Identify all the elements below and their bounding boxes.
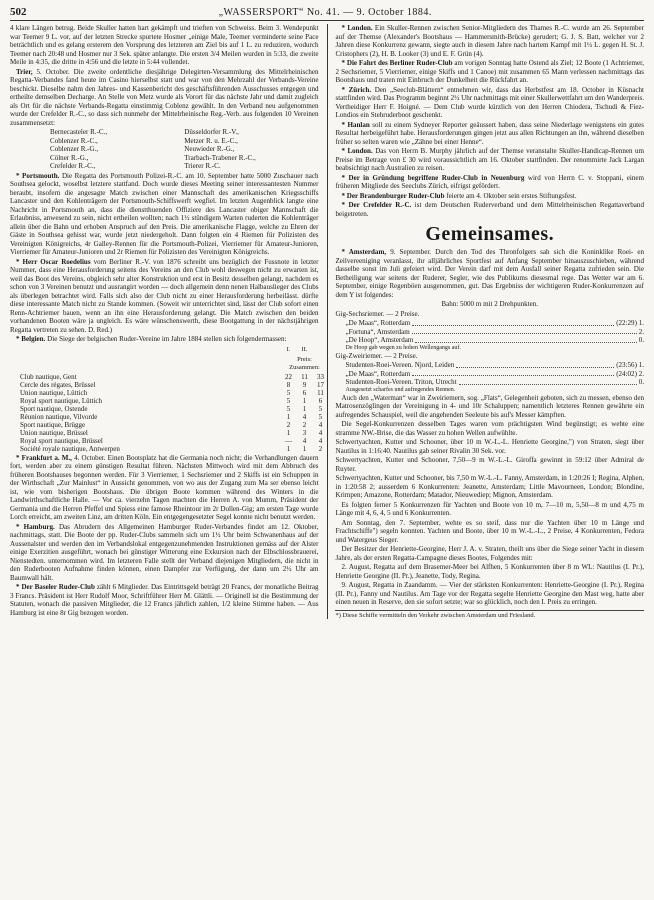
- table-cell: 1: [302, 444, 307, 453]
- club-list-item: Bernecasteler R.-C.,: [50, 128, 108, 136]
- article-body: Das von Herrn B. Murphy jährlich auf der Themse veranstalte Skuller-Handicap-Rennen um Preise im Betrage von £ 30 wird voraussichtlich am 16. Oktober stattfinden. Der renommirte Jack Largan beabsichtigt nach Australien zu reisen.: [335, 147, 644, 172]
- table-cell: 8: [286, 380, 291, 389]
- place-heading: Trier,: [16, 67, 33, 76]
- club-list-item: Düsseldorfer R.-V.,: [184, 128, 239, 136]
- place-heading: * London.: [341, 147, 373, 155]
- table-cell: 4: [318, 428, 323, 437]
- table-cell: 33: [317, 372, 324, 381]
- article-trier: [10, 68, 319, 128]
- table-cell: 1: [302, 396, 307, 405]
- place-heading: * Amsterdam,: [341, 248, 387, 256]
- place-heading: * Frankfurt a. M.,: [16, 453, 72, 462]
- columns: [10, 24, 644, 619]
- article-basel: [10, 583, 319, 617]
- article-crefelder: [335, 201, 644, 218]
- article-portsmouth: [10, 172, 319, 257]
- table-row: [20, 405, 329, 413]
- table-cell: 1: [286, 428, 291, 437]
- table-cell-club: Union nautique, Brüssel: [20, 428, 88, 437]
- article-text: Die Segel-Konkurrenzen desselben Tages waren vom prächtigsten Wind begünstigt; es wehte eine stramme NW.-Brise, die das Wasser zu hohen Wellen aufwühlte.: [335, 420, 644, 437]
- club-list: [10, 128, 319, 171]
- table-cell: —: [285, 436, 292, 445]
- article-text: 2. August, Regatta auf dem Brasemer-Meer bei Alfhen, 5 Konkurrenten über 8 m WL: Nautilus (I. Pr.), Henriette Georgine (II. Pr.), Jeanette, Tody, Regina.: [335, 563, 644, 580]
- table-cell: 2: [302, 420, 307, 429]
- column-divider: [327, 24, 328, 619]
- page-number: 502: [10, 6, 27, 18]
- right-column: [335, 24, 644, 619]
- article-body: Ein Skuller-Rennen zwischen Senior-Mitgliedern des Thames R.-C. wurde am 26. September auf der Themse (Alexander's Bootshaus — Hammersmith-Brücke) gerudert; G. J. S. Batt, welcher vor 2 Jahren diese Konkurrenz gewann, siegte auch in diesem Jahre nach hartem Kampf mit 1½ L. gegen H. St. J. Cristophers (2), H. B. Looker (3) und E. F. Grün (4).: [335, 24, 644, 58]
- table-cell: 22: [285, 372, 292, 381]
- column-header: I.: [286, 345, 291, 353]
- table-cell-club: Union nautique, Lüttich: [20, 388, 88, 397]
- place-heading: * Portsmouth.: [16, 171, 60, 180]
- result-row: [335, 370, 644, 379]
- table-cell: 1: [286, 444, 291, 453]
- result-club: „De Maas“, Rotterdam: [345, 369, 411, 378]
- article-body: 9. September. Durch den Tod des Thronfolgers sah sich die Koninklike Roei- en Zeilvereeniging veranlasst, ihr alljährliches Sportfest auf Anfang September hinauszuschieben, während dasselbe sonst im Juli gefeiert wird. Der Verein darf mit dem Ausfall seiner Regatta zufrieden sein. Die Betheiligung war seitens der Ruderer, Segler, wie des Publikums diesesmal rege. Das Wetter war am 6. September, einige Regenböen ausgenommen, gut. Das Ergebniss der wichtigeren Ruder-Konkurrenzen auf dem Y ist folgendes:: [335, 248, 644, 299]
- masthead: „WASSERSPORT“ No. 41. — 9. October 1884.: [218, 7, 432, 18]
- result-time: 2.: [638, 327, 644, 336]
- article-text: 4 klare Längen betrug. Beide Skuller hatten hart gekämpft und trieften von Schweiss. Beim 3. Wendepunkt war Teemer 9 L. vor, auf der letzten Strecke spurtete Hosmer „einige Male, Teemer verminderte seine Pace beträchtlich und es gelang ersterem den Vorsprung des letzteren am Ziel bis auf 1 L. zu reduziren, wodurch Teemer nach 20:48 und Hosmer nur 3 Sek. später anlangte. Die ersten 3/4 Meilen wurden in 5:33, die zweite Meile in 4:35, die dritte in 4:56 und die letzte in 5:44 vollendet.: [10, 24, 319, 66]
- place-heading: * Zürich.: [341, 85, 372, 94]
- result-time: 0.: [638, 336, 644, 344]
- club-list-item: Coblenzer R.-C.,: [50, 136, 98, 145]
- table-cell: 11: [301, 372, 308, 381]
- table-cell: 17: [317, 380, 324, 389]
- place-heading: * Der Baseler Ruder-Club: [16, 583, 95, 591]
- result-row: [335, 319, 644, 328]
- article-body: vom Berliner R.-V. von 1876 schreibt uns bezüglich der Fussnote in letzter Nummer, dass eine Herausforderung seitens des Vereins an den Club wohl deswegen nicht zu erwarten ist, weil das Boot des Vereins, obgleich sehr alter Konstruktion und erst in Besitz desselben gelangt, nachdem es schon von 3 Vereinen benutzt und ausrangirt worden — doch allgemein denn nenen Halbauslieger des Clubs als überlegen betrachtet wird. Falls sich also der Club nicht zu einer Herausforderung herbeilässt. dürfte diese interessante Match nicht zu Stande kommen. (Soweit wir unterrichtet sind, lässt der Club sofort einen Renn-Achtriemer bauen, wenn an ihn eine Herausforderung gelangt. Die Match zwischen den beiden vorhandenen Booten wäre ja ungleich. Es wäre wünschenswerth, diese Bootgattung in der nächstjährigen Regatta vertreten zu sehen. D. Red.): [10, 257, 319, 334]
- table-cell: 9: [302, 380, 307, 389]
- table-row: [20, 389, 329, 397]
- article-berliner: [335, 59, 644, 85]
- column-header: II.: [301, 345, 308, 353]
- article-text: Es folgten ferner 5 Konkurrenzen für Yachten und Boote von 10 m, 7—10 m, 5,50—8 m und 4,75 m Länge mit 4, 6, 4, 5 und 6 Konkurrenten.: [335, 500, 644, 517]
- table-cell: 1: [302, 404, 307, 413]
- table-cell: 4: [302, 412, 307, 421]
- result-row: [335, 336, 644, 345]
- article-text: Schwertyachten, Kutter und Schooner, 7,50—9 m W.-L.-L. Giroffa gewinnt in 59:12 über Admiral de Ruyter.: [335, 456, 644, 473]
- result-club: Studenten-Roei-Vereen. Triton, Utrecht: [345, 378, 457, 386]
- club-list-item: Coblenzer R.-G.,: [50, 145, 99, 153]
- belgium-wins-table: [20, 345, 329, 453]
- place-heading: * Hanlan: [341, 120, 370, 129]
- result-time: (23:56) 1.: [616, 361, 644, 369]
- article-body: Die Regatta des Portsmouth Polizei-R.-C. am 10. September hatte 5000 Zuschauer nach Southsea gelockt, woselbst letztere stattfand. Doch wurde dieses Meeting seiner interessantesten Nummer beraubt, insofern die angesagte Match zwischen einer Mannschaft des amerikanischen Kriegsschiffs Lancaster und den Kohlenträgern der Portsmouth-Schiffswerft wegfiel. Im letzten Augenblick langte eine Nachricht in Portsmouth an, dass die dienstthuenden Offiziere des Lancaster obiger Mannschaft die Erlaubniss, anwesend zu sein, nicht ertheilen wollten; nach 1½ stündigem Warten ruderten die Kohlenträger allein über die Bahn und erhoben Anspruch auf den Preis. Die amerikanische Flagge, welche zu Ehren der Gäste in Southsea gehisst war, wurde jetzt niedergeholt. Dann folgten ein 4 Riemen für Polizisten des Vereinigten Königreichs, 4r Galley-Rennen für die Portsmouth-Polizei, Vierriemer für Amateur-Junioren, Vierriemer für Amateur-Junioren und 2r Riemen für Polizisten des Vereinigten Königreichs.: [10, 171, 319, 256]
- table-cell-club: Réunion nautique, Vilvorde: [20, 412, 98, 421]
- article-body: soll zu einem Sydneyer Reporter geäussert haben, dass seine Niederlage wenigstens ein gutes Resultat herbeigeführt habe. Herausforderungen gingen jetzt aus allen Richtungen an ihn, während dieselben früher so selten waren wie „Zähne bei einer Henne“.: [335, 120, 644, 146]
- article-body: wird von Herrn C. v. Stoppani, einem früheren Mitgliede des Seeclubs Zürich, eifrigst gefördert.: [335, 173, 644, 190]
- place-heading: * London.: [341, 24, 373, 32]
- table-row: [20, 373, 329, 381]
- article-body: am vorigen Sonntag hatte Ostend als Ziel; 12 Boote (1 Achtriemer, 2 Sechsriemer, 5 Vierriemer, einige Skiffs und 1 Canoe) mit zusammen 65 Mann verlessen nachmittags das Bootshaus und traten mit Einbruch der Dunkelheit die Rückfahrt an.: [335, 59, 644, 84]
- table-cell: 4: [318, 420, 323, 429]
- article-hanlan: [335, 121, 644, 147]
- table-body: [20, 373, 329, 453]
- table-cell: 11: [317, 388, 324, 397]
- article-zuerich: [335, 86, 644, 120]
- article-body: 4. October. Einen Bootsplatz hat die Germania noch nicht; die Verhandlungen dauern fort, werden aber zu einem günstigen Resultat führen. Nächsten Mittwoch wird mit dem Abbruch des früheren Bootshauses begonnen werden. Für 3 Vierriemer, 1 Sechsriemer und 2 Skiffs ist ein Schuppen in der Wirthschaft „Zur Mainlust“ in Aussicht genommen, von wo aus der Zugang zum Ma ser ebenso leicht ist, wie vom bisherigen Bootshaus. Die übrigen Boote kommen während des Winters in die Landwirthschaftliche Halle. — Vor ca. vierzehn Tagen machten die Herren A. von Mumm, Präsident der Germania und die Herren Pfeffel und Spiess eine famose Rheintour im 2r Dollen-Gig; am ersten Tage wurde Lorch erreicht, am zweiten Linz, am dritten Köln. Ein entgegengesetzter Segel konnte nicht benutzt werden.: [10, 453, 319, 521]
- article-text: Auch den „Waterman“ war in Zweiriemern, sog. „Flats“, Gelegenheit geboten, sich zu messen, ebenso den Matrosenzöglingen der Vereinigung in 4- und 10r Schaluppen; namentlich letzteres Rennen gewährte ein aufregendes Schauspiel, weil die angehenden Seeleute bis auf's Messer kämpften.: [335, 393, 644, 419]
- article-text: Schwertyachten, Kutter und Schooner, über 10 m W.-L.-L. Henriette Georgine,") von Straten, siegt über Nautilus in 1:16:40. Nautilus gab seiner Rivalin 30 Sek. vor.: [335, 438, 644, 455]
- race-heading: Gig-Sechsriemer. — 2 Preise.: [335, 309, 420, 318]
- club-list-item: Crefelder R.-C.,: [50, 162, 96, 170]
- article-frankfurt: [10, 454, 319, 522]
- club-list-item: Metzer R. u. E.-C.,: [184, 136, 238, 145]
- article-roedelius: [10, 258, 319, 335]
- table-cell: 4: [318, 436, 323, 445]
- article-body: zählt 6 Mitglieder. Das Eintrittsgeld beträgt 20 Francs, der monatliche Beitrag 3 Francs. Präsident ist Herr Rudolf Moor, Schriftführer Herr M. Glättli. — Originell ist die Bestimmung der Statuten, wonach die passiven Mitglieder, die 12 Francs jährlich zahlen, 1/2 kleine Stimme haben. — Aus Hamburg ist eine 8r Gig bezogen worden.: [10, 583, 319, 617]
- course-info: Bahn: 5000 m mit 2 Drehpunkten.: [441, 300, 539, 308]
- article-london-2: [335, 147, 644, 173]
- table-cell: 5: [286, 404, 291, 413]
- race-heading: Gig-Zweiriemer. — 2 Preise.: [335, 351, 418, 360]
- table-cell: 2: [286, 420, 291, 429]
- table-cell: 2: [318, 444, 323, 453]
- article-amsterdam: [335, 248, 644, 299]
- table-row: [20, 429, 329, 437]
- table-header-row: [20, 345, 329, 355]
- result-row: [335, 328, 644, 337]
- table-cell-club: Sport nautique, Ostende: [20, 404, 88, 413]
- place-heading: * Die Fahrt des Berliner Ruder-Club: [341, 59, 453, 67]
- footnote: *) Diese Schiffe vermitteln den Verkehr zwischen Amsterdam und Friesland.: [335, 610, 644, 620]
- table-cell: 6: [318, 396, 323, 405]
- table-cell-club: Club nautique, Gent: [20, 372, 77, 381]
- club-list-item: Trarbach-Trabener R.-C.,: [184, 153, 256, 162]
- article-hamburg: [10, 523, 319, 583]
- result-club: „Fortuna“, Amsterdam: [345, 327, 410, 336]
- club-list-item: Cölner R.-G.,: [50, 153, 89, 162]
- table-cell: 4: [302, 436, 307, 445]
- result-time: (24:02) 2.: [616, 369, 644, 378]
- result-club: „De Hoop“, Amsterdam: [345, 336, 414, 344]
- section-title: Gemeinsames.: [425, 223, 555, 245]
- table-cell-club: Cercle des régates, Brüssel: [20, 380, 96, 389]
- article-belgien: [10, 335, 319, 344]
- result-time: 0.: [638, 378, 644, 386]
- result-time: (22:29) 1.: [616, 319, 644, 327]
- table-cell: 1: [286, 412, 291, 421]
- table-subheader-row: [20, 355, 329, 373]
- table-cell-club: Royal sport nautique, Lüttich: [20, 396, 103, 405]
- table-cell: 5: [286, 388, 291, 397]
- result-note: Ausgesetzt scharfes und aufregendes Rennen.: [345, 386, 456, 393]
- place-heading: * Der in Gründung begriffene Ruder-Club in Neuenburg: [341, 173, 525, 182]
- article-text: Schwertyachten, Kutter und Schooner, bis 7,50 m W.-L.-L. Fanny, Amsterdam, in 1:20:26 I; Regina, Alphen, in 1:20:58 2; ausserdem 6 Konkurrenten: Jeanette, Amsterdam; Little Mavourneen, London; Blondine, Krimpen; Amazone, Rotterdam; Matador, Nieuwediep; Mignon, Amsterdam.: [335, 474, 644, 499]
- article-body: Den „Seeclub-Blättern“ entnehmen wir, dass das Herbstfest am 18. October in Küsnacht stattfinden wird. Das Programm beginnt 2½ Uhr nachmittags mit einer Skullerwettfahrt um den Wanderpreis. Vertheidiger Herr F. Hoigné. — Dem Club wurde kürzlich von den Herren Chiodera, Tschudi & Fiez-Londios ein Stehruderboot geschenkt.: [335, 85, 644, 119]
- result-club: „De Maas“, Rotterdam: [345, 319, 411, 327]
- article-brandenburger: [335, 192, 644, 201]
- column-subheader: Preis: Zusammen:: [289, 355, 320, 371]
- table-row: [20, 421, 329, 429]
- table-row: [20, 381, 329, 389]
- article-neuenburg: [335, 174, 644, 191]
- place-heading: * Der Brandenburger Ruder-Club: [341, 191, 445, 200]
- page-header: [10, 6, 644, 21]
- article-body: feierte am 4. Oktober sein erstes Stiftungsfest.: [446, 191, 577, 200]
- table-cell-club: Sport nautique, Brügge: [20, 420, 86, 429]
- table-cell: 5: [318, 404, 323, 413]
- article-body: 5. October. Die zweite ordentliche diesjährige Delegirten-Versammlung des Mittelrheinischen Regatta-Verbandes fand heute im Casino hierselbst statt und war von den Mehrzahl der Verbands-Vereine beschickt. Dieselbe nahm den Jahres- und Kassenbericht des geschäftsführenden Ausschusses entgegen und ertheilte demselben Decharge. An Stelle von Metz wurde als Vorort für das nächste Jahr und damit zugleich als Ort für die nächste Verbands-Regatta einstimmig Coblenz gewählt. In den Verband neu aufgenommen wurde der Crefelder R.-C., so dass sich nunmehr der Mittelrheinische Reg.-Verb. aus folgenden 10 Vereinen zusammensetzt:: [10, 67, 319, 127]
- article-body: Die Siege der belgischen Ruder-Vereine im Jahre 1884 stellen sich folgendermassen:: [47, 335, 287, 343]
- table-cell: 5: [318, 412, 323, 421]
- table-row: [20, 413, 329, 421]
- table-cell: 6: [302, 388, 307, 397]
- table-cell: 5: [286, 396, 291, 405]
- table-row: [20, 437, 329, 445]
- club-list-item: Trierer R.-C.: [184, 162, 221, 170]
- article-text: Der Besitzer der Henriette-Georgine, Herr J. A. v. Straten, theilt uns über die Siege seiner Yacht in diesem Jahre, als der ersten Regatta-Campagne dieses Bootes, Folgendes mit:: [335, 545, 644, 562]
- table-cell-club: Royal sport nautique, Brüssel: [20, 436, 103, 445]
- article-text: 9. August, Regatta in Zaandamm. — Vier der stärksten Konkurrenten: Henriette-Georgine (I. Pr.), Regina (II. Pr.), Fanny und Nautilus. Am Tage vor der Regatta segelte Henriette Georgine den Mast weg, hatte aber einen neuen in Reserve, den sie sofort setzte; war so glücklich, noch den I. Preis zu erringen.: [335, 581, 644, 606]
- table-cell-club: Société royale nautique, Antwerpen: [20, 444, 120, 453]
- article-london-1: [335, 24, 644, 58]
- article-body: Das Abrudern des Allgemeinen Hamburger Ruder-Verbandes findet am 12. Oktober, nachmittags, statt. Die Boote der pp. Ruder-Clubs sammeln sich um 1½ Uhr beim Schwanenhaus auf der Aussenalster und werden den im Verbandslokal entgegenzunehmenden Instruktionen gemäss auf der Alster einige Exerzitien ausgeführt, wonach bei günstiger Witterung eine Exkursion nach der Elbschlossbrauerei, Nienstedten. unternommen wird. Im letzteren Falle stellt der Verband diejenigen Mitgliedern, die nicht in den Ruderbooten Aufnahme finden können, einen Dampfer zur Verfügung, der dann um 2½ Uhr am Baumwall hält.: [10, 522, 319, 582]
- table-row: [20, 397, 329, 405]
- table-cell: 3: [302, 428, 307, 437]
- result-club: Studenten-Roei-Vereen. Njord, Leiden: [345, 361, 455, 369]
- place-heading: * Belgien.: [16, 335, 46, 343]
- result-row: [335, 378, 644, 387]
- result-note: De Hoop gab wegen zu hohen Wellengangs auf.: [345, 344, 461, 351]
- result-row: [335, 361, 644, 370]
- article-body: ist dem Deutschen Ruderverband und dem Mittelrheinischen Regattaverband beigetreten.: [335, 201, 644, 218]
- place-heading: * Hamburg.: [16, 522, 55, 531]
- table-row: [20, 445, 329, 453]
- place-heading: * Der Crefelder R.-C.: [341, 201, 412, 209]
- place-heading: * Herr Oscar Roedelius: [16, 257, 91, 266]
- club-list-item: Neuwieder R.-G.,: [184, 145, 235, 153]
- left-column: [10, 24, 324, 619]
- article-text: Am Sonntag, den 7. September, wehte es so steif, dass nur die Yachten über 10 m Länge und Frachtschiffe") segeln konnten. Yachten und Boote, über 10 m W.-L.-L., 2 Preise, 4 Konkurrenten, Fedora und Watergeus Sieger.: [335, 518, 644, 544]
